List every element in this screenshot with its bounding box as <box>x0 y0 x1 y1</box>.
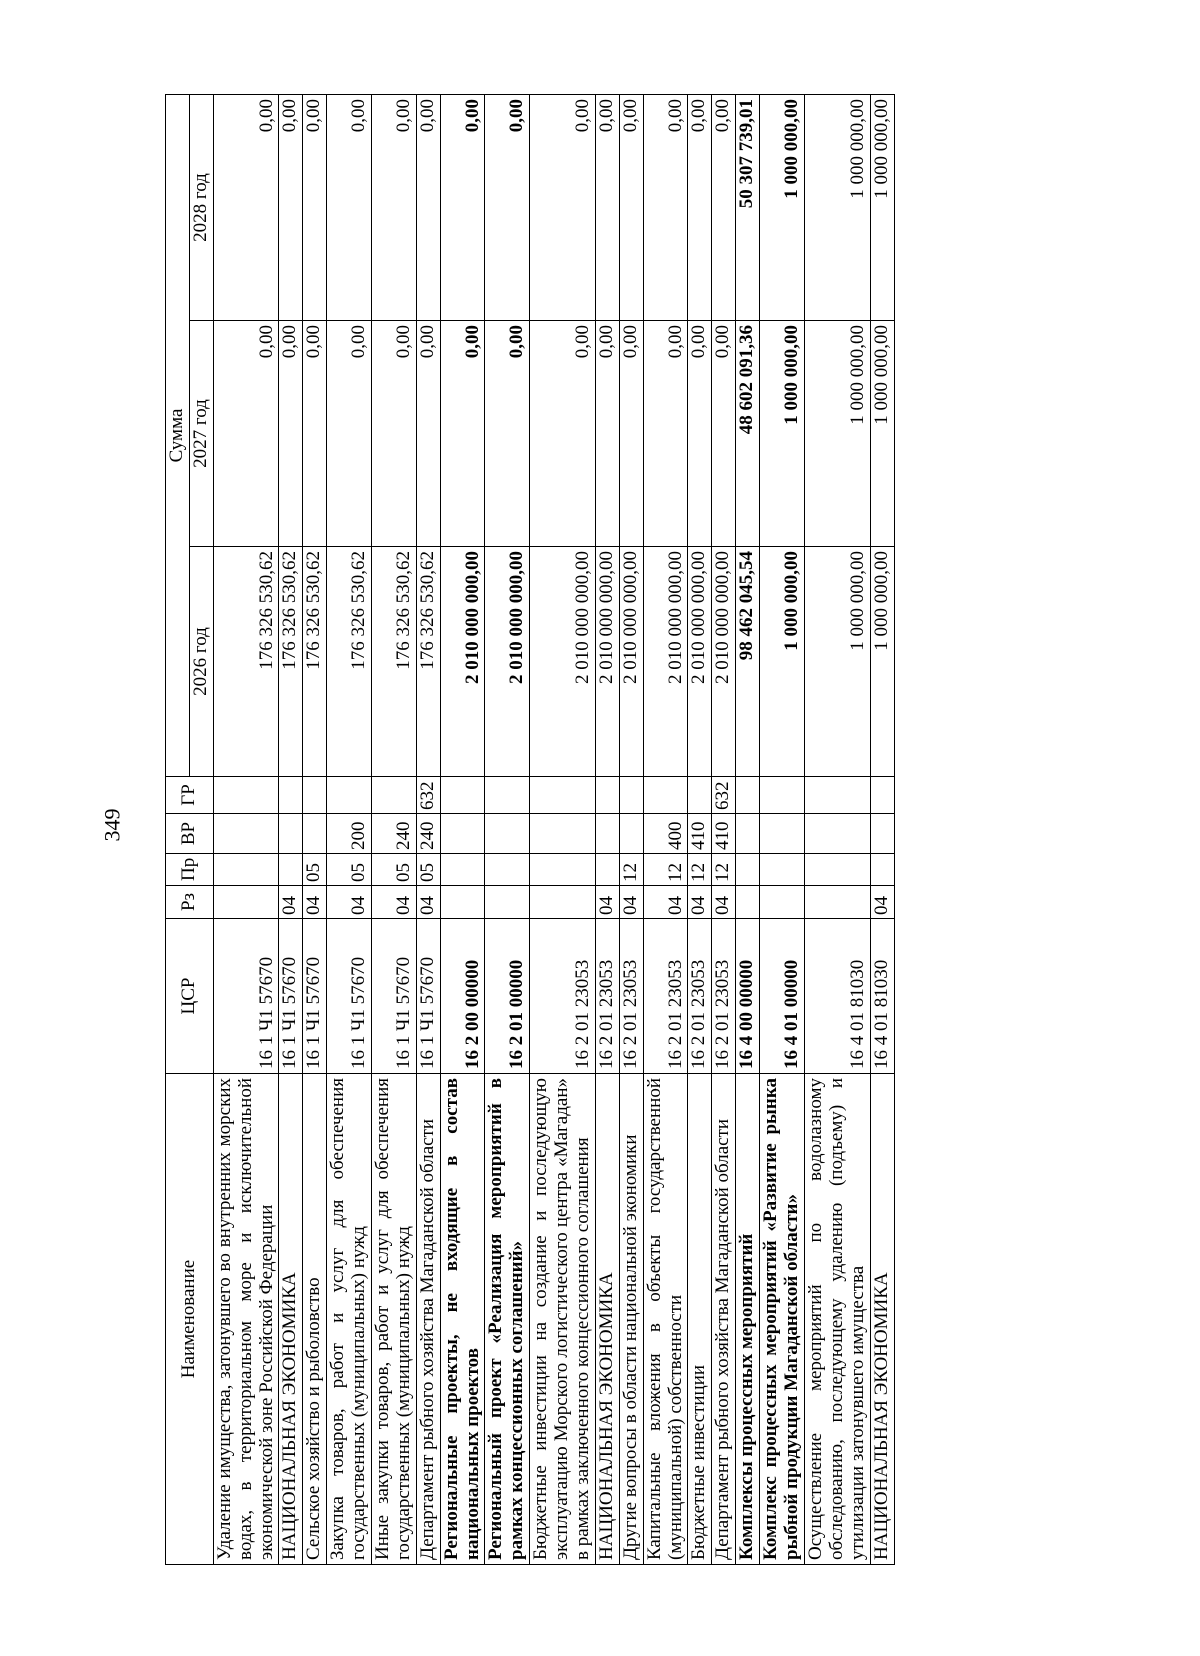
cell-name: Комплекс процессных мероприятий «Развитие рынка рыбной продукции Магаданской области» <box>760 1074 805 1565</box>
cell-pr: 12 <box>619 854 643 886</box>
cell-2027: 0,00 <box>303 321 327 547</box>
cell-rz <box>760 886 805 919</box>
cell-rz <box>440 886 485 919</box>
cell-2027: 0,00 <box>619 321 643 547</box>
cell-gr <box>736 777 760 814</box>
table-row <box>372 95 417 1565</box>
cell-2028: 1 000 000,00 <box>870 95 894 321</box>
cell-pr: 05 <box>372 854 417 886</box>
table-row <box>804 95 870 1565</box>
header-rz: Рз <box>166 886 214 919</box>
cell-2028: 0,00 <box>416 95 440 321</box>
cell-vr <box>736 814 760 854</box>
cell-pr: 05 <box>416 854 440 886</box>
header-2028: 2028 год <box>189 95 213 321</box>
cell-rz <box>804 886 870 919</box>
cell-rz: 04 <box>372 886 417 919</box>
page-number: 349 <box>99 808 125 842</box>
cell-2028: 0,00 <box>440 95 485 321</box>
cell-gr: 632 <box>416 777 440 814</box>
cell-name: Удаление имущества, затонувшего во внутренних морских водах, в территориальном море и исключительной экономической зоне Российской Федерации <box>213 1074 279 1565</box>
cell-csr: 16 1 Ч1 57670 <box>303 919 327 1074</box>
table-row <box>595 95 619 1565</box>
rotated-table-container <box>165 95 1065 1565</box>
header-pr: Пр <box>166 854 214 886</box>
cell-csr: 16 2 01 23053 <box>643 919 688 1074</box>
cell-gr <box>643 777 688 814</box>
cell-csr: 16 2 01 23053 <box>712 919 736 1074</box>
cell-2026: 176 326 530,62 <box>213 547 279 777</box>
cell-2027: 0,00 <box>279 321 303 547</box>
cell-2026: 2 010 000 000,00 <box>712 547 736 777</box>
cell-pr <box>279 854 303 886</box>
cell-csr: 16 2 01 23053 <box>595 919 619 1074</box>
cell-gr <box>213 777 279 814</box>
cell-2026: 1 000 000,00 <box>804 547 870 777</box>
cell-gr <box>870 777 894 814</box>
header-csr: ЦСР <box>166 919 214 1074</box>
cell-vr: 200 <box>327 814 372 854</box>
cell-pr <box>440 854 485 886</box>
cell-vr <box>619 814 643 854</box>
cell-name: Сельское хозяйство и рыболовство <box>303 1074 327 1565</box>
cell-csr: 16 2 00 00000 <box>440 919 485 1074</box>
cell-name: Комплексы процессных мероприятий <box>736 1074 760 1565</box>
cell-2026: 98 462 045,54 <box>736 547 760 777</box>
cell-2026: 176 326 530,62 <box>327 547 372 777</box>
cell-pr <box>736 854 760 886</box>
cell-pr <box>804 854 870 886</box>
cell-2027: 48 602 091,36 <box>736 321 760 547</box>
cell-rz: 04 <box>712 886 736 919</box>
cell-pr <box>530 854 596 886</box>
cell-pr <box>870 854 894 886</box>
table-row <box>760 95 805 1565</box>
cell-rz <box>530 886 596 919</box>
cell-gr <box>595 777 619 814</box>
cell-csr: 16 2 01 23053 <box>619 919 643 1074</box>
table-body <box>213 95 894 1565</box>
cell-2026: 2 010 000 000,00 <box>530 547 596 777</box>
header-2026: 2026 год <box>189 547 213 777</box>
cell-pr: 12 <box>712 854 736 886</box>
cell-vr <box>530 814 596 854</box>
cell-gr <box>485 777 530 814</box>
cell-name: Региональные проекты, не входящие в состав национальных проектов <box>440 1074 485 1565</box>
cell-name: Бюджетные инвестиции на создание и последующую эксплуатацию Морского логистического центра «Магадан» в рамках заключенного концессионного соглашения <box>530 1074 596 1565</box>
table-row <box>440 95 485 1565</box>
cell-vr <box>440 814 485 854</box>
cell-pr: 12 <box>688 854 712 886</box>
cell-vr: 410 <box>712 814 736 854</box>
cell-gr <box>279 777 303 814</box>
cell-2027: 0,00 <box>485 321 530 547</box>
cell-csr: 16 1 Ч1 57670 <box>279 919 303 1074</box>
table-row <box>279 95 303 1565</box>
cell-2028: 1 000 000,00 <box>804 95 870 321</box>
cell-gr <box>530 777 596 814</box>
cell-pr <box>595 854 619 886</box>
cell-name: Бюджетные инвестиции <box>688 1074 712 1565</box>
header-row-1 <box>166 95 190 1565</box>
cell-gr <box>327 777 372 814</box>
cell-2028: 0,00 <box>213 95 279 321</box>
cell-vr <box>595 814 619 854</box>
cell-2027: 0,00 <box>688 321 712 547</box>
cell-gr <box>804 777 870 814</box>
cell-rz: 04 <box>688 886 712 919</box>
cell-2027: 0,00 <box>416 321 440 547</box>
cell-name: Закупка товаров, работ и услуг для обеспечения государственных (муниципальных) нужд <box>327 1074 372 1565</box>
cell-2027: 0,00 <box>327 321 372 547</box>
cell-csr: 16 4 01 00000 <box>760 919 805 1074</box>
cell-gr <box>760 777 805 814</box>
cell-2026: 176 326 530,62 <box>279 547 303 777</box>
cell-csr: 16 4 01 81030 <box>804 919 870 1074</box>
cell-csr: 16 2 01 23053 <box>688 919 712 1074</box>
cell-rz: 04 <box>327 886 372 919</box>
cell-2028: 0,00 <box>595 95 619 321</box>
cell-2026: 176 326 530,62 <box>416 547 440 777</box>
cell-gr <box>440 777 485 814</box>
cell-rz <box>736 886 760 919</box>
cell-2026: 2 010 000 000,00 <box>440 547 485 777</box>
header-vr: ВР <box>166 814 214 854</box>
cell-rz: 04 <box>595 886 619 919</box>
cell-2028: 0,00 <box>643 95 688 321</box>
cell-rz: 04 <box>279 886 303 919</box>
cell-csr: 16 4 01 81030 <box>870 919 894 1074</box>
table-row <box>485 95 530 1565</box>
cell-name: Осуществление мероприятий по водолазному обследованию, последующему удалению (подъему) и утилизации затонувшего имущества <box>804 1074 870 1565</box>
budget-table <box>165 94 895 1565</box>
cell-name: Иные закупки товаров, работ и услуг для обеспечения государственных (муниципальных) нужд <box>372 1074 417 1565</box>
cell-vr: 240 <box>372 814 417 854</box>
cell-rz <box>213 886 279 919</box>
cell-2028: 0,00 <box>712 95 736 321</box>
cell-vr <box>213 814 279 854</box>
table-row <box>870 95 894 1565</box>
cell-name: Капитальные вложения в объекты государственной (муниципальной) собственности <box>643 1074 688 1565</box>
table-row <box>416 95 440 1565</box>
cell-name: Другие вопросы в области национальной экономики <box>619 1074 643 1565</box>
cell-vr <box>870 814 894 854</box>
header-name: Наименование <box>166 1074 214 1565</box>
cell-gr: 632 <box>712 777 736 814</box>
cell-name: Региональный проект «Реализация мероприятий в рамках концессионных соглашений» <box>485 1074 530 1565</box>
cell-name: НАЦИОНАЛЬНАЯ ЭКОНОМИКА <box>870 1074 894 1565</box>
cell-name: Департамент рыбного хозяйства Магаданской области <box>712 1074 736 1565</box>
table-row <box>327 95 372 1565</box>
cell-rz: 04 <box>619 886 643 919</box>
cell-2026: 176 326 530,62 <box>303 547 327 777</box>
cell-pr: 05 <box>327 854 372 886</box>
cell-2026: 2 010 000 000,00 <box>485 547 530 777</box>
cell-2027: 1 000 000,00 <box>760 321 805 547</box>
table-row <box>619 95 643 1565</box>
cell-2026: 1 000 000,00 <box>870 547 894 777</box>
cell-gr <box>619 777 643 814</box>
cell-pr <box>760 854 805 886</box>
cell-2028: 0,00 <box>688 95 712 321</box>
cell-csr: 16 1 Ч1 57670 <box>327 919 372 1074</box>
table-row <box>530 95 596 1565</box>
cell-2027: 0,00 <box>213 321 279 547</box>
cell-csr: 16 2 01 00000 <box>485 919 530 1074</box>
cell-gr <box>372 777 417 814</box>
header-gr: ГР <box>166 777 214 814</box>
header-2027: 2027 год <box>189 321 213 547</box>
cell-rz: 04 <box>643 886 688 919</box>
cell-rz: 04 <box>416 886 440 919</box>
cell-name: НАЦИОНАЛЬНАЯ ЭКОНОМИКА <box>595 1074 619 1565</box>
cell-2027: 0,00 <box>595 321 619 547</box>
cell-rz: 04 <box>303 886 327 919</box>
cell-pr: 05 <box>303 854 327 886</box>
cell-2026: 1 000 000,00 <box>760 547 805 777</box>
header-sum: Сумма <box>166 95 190 777</box>
cell-gr <box>688 777 712 814</box>
table-row <box>736 95 760 1565</box>
cell-2027: 0,00 <box>712 321 736 547</box>
cell-name: Департамент рыбного хозяйства Магаданской области <box>416 1074 440 1565</box>
cell-vr: 400 <box>643 814 688 854</box>
cell-csr: 16 4 00 00000 <box>736 919 760 1074</box>
cell-pr <box>485 854 530 886</box>
cell-rz <box>485 886 530 919</box>
table-row <box>643 95 688 1565</box>
cell-csr: 16 1 Ч1 57670 <box>372 919 417 1074</box>
cell-2026: 2 010 000 000,00 <box>643 547 688 777</box>
cell-csr: 16 1 Ч1 57670 <box>416 919 440 1074</box>
cell-2027: 0,00 <box>440 321 485 547</box>
cell-pr <box>213 854 279 886</box>
cell-2026: 176 326 530,62 <box>372 547 417 777</box>
cell-2027: 0,00 <box>530 321 596 547</box>
cell-2028: 0,00 <box>279 95 303 321</box>
cell-2027: 1 000 000,00 <box>804 321 870 547</box>
cell-2028: 0,00 <box>485 95 530 321</box>
cell-vr <box>303 814 327 854</box>
cell-rz: 04 <box>870 886 894 919</box>
table-row <box>303 95 327 1565</box>
cell-vr <box>760 814 805 854</box>
cell-vr <box>279 814 303 854</box>
cell-2028: 0,00 <box>327 95 372 321</box>
cell-2028: 0,00 <box>530 95 596 321</box>
cell-2026: 2 010 000 000,00 <box>688 547 712 777</box>
cell-vr: 410 <box>688 814 712 854</box>
cell-2026: 2 010 000 000,00 <box>595 547 619 777</box>
cell-gr <box>303 777 327 814</box>
cell-pr: 12 <box>643 854 688 886</box>
cell-2027: 1 000 000,00 <box>870 321 894 547</box>
cell-2028: 0,00 <box>619 95 643 321</box>
cell-2027: 0,00 <box>372 321 417 547</box>
cell-vr <box>485 814 530 854</box>
cell-2028: 0,00 <box>372 95 417 321</box>
cell-name: НАЦИОНАЛЬНАЯ ЭКОНОМИКА <box>279 1074 303 1565</box>
cell-2028: 0,00 <box>303 95 327 321</box>
cell-csr: 16 1 Ч1 57670 <box>213 919 279 1074</box>
cell-vr <box>804 814 870 854</box>
table-row <box>688 95 712 1565</box>
cell-vr: 240 <box>416 814 440 854</box>
table-row <box>213 95 279 1565</box>
table-row <box>712 95 736 1565</box>
cell-2028: 50 307 739,01 <box>736 95 760 321</box>
cell-csr: 16 2 01 23053 <box>530 919 596 1074</box>
cell-2028: 1 000 000,00 <box>760 95 805 321</box>
cell-2026: 2 010 000 000,00 <box>619 547 643 777</box>
cell-2027: 0,00 <box>643 321 688 547</box>
